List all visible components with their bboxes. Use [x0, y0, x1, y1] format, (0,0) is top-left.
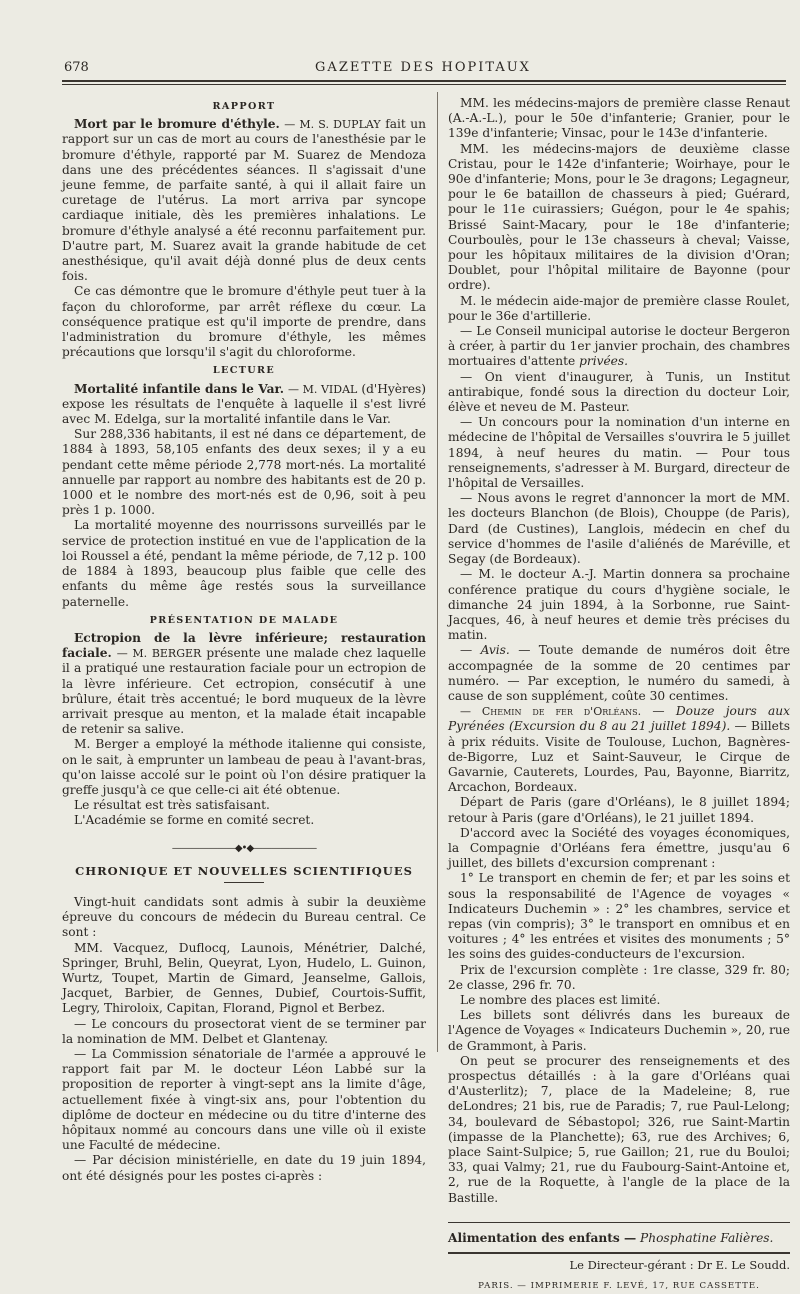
section-title-presentation: PRÉSENTATION DE MALADE [149, 614, 339, 626]
lecture-paragraph-3: La mortalité moyenne des nourrissons surveillés par le service de protection institué en vue de l'application de la loi Roussel a été, pendant la même période, de 7,12 p. 100 de 1884 à 1893, beaucoup plus faible que celle des enfants du même âge restés sous la surveillance paternelle. [62, 518, 426, 609]
right-italic-4: privées. [579, 354, 629, 369]
avis-label: — Avis. [460, 643, 510, 658]
right-paragraph-11: Départ de Paris (gare d'Orléans), le 8 juillet 1894; retour à Paris (gare d'Orléans), le 21 juillet 1894. [448, 795, 790, 825]
right-text-4: — Le Conseil municipal autorise le docteur Bergeron à créer, à partir du 1er janvier prochain, des chambres mortuaires d'attente [448, 324, 790, 369]
lecture-text-1: (d'Hyères) expose les résultats de l'enquête à laquelle il s'est livré avec M. Edelga, sur la mortalité infantile dans le Var. [62, 381, 427, 427]
advert-line [448, 1231, 790, 1246]
presentation-lead: Ectropion de la lèvre inférieure; restauration faciale. [62, 630, 426, 661]
chronique-paragraph-4: — La Commission sénatoriale de l'armée a approuvé le rapport fait par M. le docteur Léon Labbé sur la proposition de reporter à vingt-sept ans la limite d'âge, actuellement fixée à vingt-six ans, pour l'obtention du diplôme de docteur en médecine ou du titre d'interne des hôpitaux nommé au concours dans une ville où il existe une Faculté de médecine. [62, 1046, 426, 1153]
right-paragraph-3: M. le médecin aide-major de première classe Roulet, pour le 36e d'artillerie. [448, 293, 790, 323]
right-paragraph-7: — Nous avons le regret d'annoncer la mort de MM. les docteurs Blanchon (de Blois), Chouppe (de Paris), Dard (de Custines), Langlois, médecin en chef du service d'hommes de l'asile d'aliénés de Maréville, et Segay (de Bordeaux). [448, 491, 790, 567]
rapport-lead: Mort par le bromure d'éthyle. [74, 117, 280, 132]
header-rule [62, 80, 786, 85]
right-paragraph-17: On peut se procurer des renseignements et des prospectus détaillés : à la gare d'Orléans quai d'Austerlitz); 7, place de la Madeleine; 8, rue deLondres; 21 bis, rue de Paradis; 7, rue Paul-Lelong; 34, boulevard de Sébastopol; 326, rue Saint-Martin (impasse de la Planchette); 63, rue des Archives; 6, place Saint-Sulpice; 5, rue Gaillon; 21, rue du Bouloi; 33, quai Valmy; 21, rue du Faubourg-Saint-Antoine et, 2, rue de la Roquette, à l'angle de la place de la Bastille. [448, 1053, 790, 1205]
page-header [64, 60, 782, 80]
advert-italic: Phosphatine Falières. [640, 1230, 774, 1245]
rapport-author: — M. S. DUPLAY [284, 118, 381, 132]
right-paragraph-2: MM. les médecins-majors de deuxième classe Cristau, pour le 142e d'infanterie; Woirhaye, pour le 90e d'infanterie; Mons, pour le 3e dragons; Legagneur, pour le 6e bataillon de chasseurs à pied; Guérard, pour le 11e cuirassiers; Guégon, pour le 4e spahis; Brissé Saint-Macary, pour le 18e d'infanterie; Courboulès, pour le 13e chasseurs à cheval; Vaisse, pour les hôpitaux militaires de la division d'Oran; Doublet, pour l'hôpital militaire de Bayonne (pour ordre). [448, 141, 790, 293]
chronique-paragraph-1: Vingt-huit candidats sont admis à subir la deuxième épreuve du concours de médecin du Bureau central. Ce sont : [62, 894, 426, 940]
presentation-author: — M. BERGER [116, 647, 202, 661]
rapport-paragraph-2: Ce cas démontre que le bromure d'éthyle peut tuer à la façon du chloroforme, par arrêt réflexe du cœur. La conséquence pratique est qu'il importe de prendre, dans l'administration du bromure d'éthyle, les mêmes précautions que lorsqu'il s'agit du chloroforme. [62, 284, 426, 360]
right-column [448, 96, 790, 1294]
chronique-paragraph-5: — Par décision ministérielle, en date du 19 juin 1894, ont été désignés pour les postes ci-après : [62, 1153, 426, 1183]
presentation-paragraph-4: L'Académie se forme en comité secret. [74, 813, 315, 828]
avis-text: — Toute demande de numéros doit être accompagnée de la somme de 20 centimes par numéro. — Par exception, le numéro du samedi, à cause de son supplément, coûte 30 centimes. [448, 643, 790, 703]
rapport-paragraph-1 [62, 117, 426, 284]
page-number: 678 [64, 60, 89, 75]
right-paragraph-16: Les billets sont délivrés dans les bureaux de l'Agence de Voyages « Indicateurs Duchemin », 20, rue de Grammont, à Paris. [448, 1008, 790, 1053]
directeur-gerant: Le Directeur-gérant : Dr E. Le Soudd. [569, 1258, 790, 1273]
advert-lead: Alimentation des enfants — [448, 1230, 637, 1245]
right-paragraph-6: — Un concours pour la nomination d'un interne en médecine de l'hôpital de Versailles s'ouvrira le 5 juillet 1894, à neuf heures du matin. — Pour tous renseignements, s'adresser à M. Burgard, directeur de l'hôpital de Versailles. [448, 415, 790, 491]
running-title: GAZETTE DES HOPITAUX [315, 60, 531, 75]
presentation-text-1: présente une malade chez laquelle il a pratiqué une restauration faciale pour un ectropion de la lèvre inférieure. Cet ectropion, consécutif à une brûlure, était très accentué; le bord muqueux de la lèvre arrivait presque au menton, et la malade était incapable de retenir sa salive. [62, 646, 426, 737]
right-paragraph-14: Prix de l'excursion complète : 1re classe, 329 fr. 80; 2e classe, 296 fr. 70. [448, 962, 790, 992]
left-column [62, 96, 426, 1184]
right-paragraph-10 [448, 704, 790, 795]
right-paragraph-1: MM. les médecins-majors de première classe Renaut (A.-A.-L.), pour le 50e d'infanterie; Granier, pour le 139e d'infanterie; Vinsac, pour le 143e d'infanterie. [448, 96, 790, 141]
chronique-paragraph-2: MM. Vacquez, Duflocq, Launois, Ménétrier, Dalché, Springer, Bruhl, Belin, Queyrat, Lyon, Hudelo, L. Guinon, Wurtz, Toupet, Martin de Gimard, Jeanselme, Gallois, Jacquet, Barbier, de Gennes, Dubief, Courtois-Suffit, Legry, Thiroloix, Capitan, Florand, Pignol et Berbez. [62, 940, 426, 1016]
right-paragraph-4 [448, 324, 790, 370]
imprimerie-line: PARIS. — IMPRIMERIE F. LEVÉ, 17, RUE CASSETTE. [478, 1281, 760, 1292]
footer-rule [448, 1252, 790, 1254]
short-rule [224, 882, 264, 883]
section-title-lecture: LECTURE [212, 365, 276, 377]
right-paragraph-15: Le nombre des places est limité. [460, 992, 661, 1007]
right-paragraph-8: — M. le docteur A.-J. Martin donnera sa prochaine conférence pratique du cours d'hygiène sociale, le dimanche 24 juin 1894, à la Sorbonne, rue Saint-Jacques, 46, à neuf heures et demie très précises du matin. [448, 567, 790, 643]
advert-rule [448, 1222, 790, 1223]
chronique-paragraph-3: — Le concours du prosectorat vient de se terminer par la nomination de MM. Delbet et Glantenay. [62, 1016, 426, 1046]
ornament-divider: ———————◆•◆——————— [171, 842, 317, 854]
presentation-paragraph-3: Le résultat est très satisfaisant. [74, 798, 270, 813]
rapport-text-1: fait un rapport sur un cas de mort au cours de l'anesthésie par le bromure d'éthyle, rapporté par M. Suarez de Mendoza dans une des précédentes séances. Il s'agissait d'une jeune femme, de parfaite santé, à qui il allait faire un curetage de l'utérus. La mort arriva par syncope cardiaque initiale, dès les premières inhalations. Le bromure d'éthyle analysé a été reconnu parfaitement pur. D'autre part, M. Suarez avait la grande habitude de cet anesthésique, qu'il avait déjà donné plus de deux cents fois. [62, 117, 426, 284]
section-title-chronique: CHRONIQUE ET NOUVELLES SCIENTIFIQUES [75, 863, 413, 878]
column-divider [437, 92, 438, 1052]
right-paragraph-12: D'accord avec la Société des voyages économiques, la Compagnie d'Orléans fera émettre, jusqu'au 6 juillet, des billets d'excursion comprenant : [448, 825, 790, 871]
lecture-paragraph-2: Sur 288,336 habitants, il est né dans ce département, de 1884 à 1893, 58,105 enfants des deux sexes; il y a eu pendant cette même période 2,778 mort-nés. La mortalité annuelle par rapport au nombre des habitants est de 20 p. 1000 et le nombre des mort-nés est de 0,96, soit à peu près 1 p. 1000. [62, 427, 426, 518]
presentation-paragraph-1 [62, 631, 426, 737]
presentation-paragraph-2: M. Berger a employé la méthode italienne qui consiste, on le sait, à emprunter un lambeau de peau à l'avant-bras, qu'on laisse accolé sur le point où l'on désire pratiquer la greffe jusqu'à ce que celle-ci ait été obtenue. [62, 737, 426, 797]
right-paragraph-5: — On vient d'inaugurer, à Tunis, un Institut antirabique, fondé sous la direction du docteur Loir, élève et neveu de M. Pasteur. [448, 369, 790, 415]
chemin-de-fer-text: — Billets à prix réduits. Visite de Toulouse, Luchon, Bagnères-de-Bigorre, Luz et Saint-Sauveur, le Cirque de Gavarnie, Cauterets, Lourdes, Pau, Bayonne, Biarritz, Arcachon, Bordeaux. [448, 719, 790, 795]
chemin-de-fer-label: — Chemin de fer d'Orléans. [460, 705, 642, 719]
lecture-lead: Mortalité infantile dans le Var. [74, 381, 285, 396]
chemin-de-fer-italic: — Douze jours aux Pyrénées (Excursion du 8 au 21 juillet 1894). [448, 704, 791, 734]
right-paragraph-9 [448, 643, 790, 704]
lecture-paragraph-1 [62, 382, 426, 428]
section-title-rapport: RAPPORT [212, 101, 276, 112]
lecture-author: — M. VIDAL [288, 382, 358, 396]
right-paragraph-13: 1° Le transport en chemin de fer; et par les soins et sous la responsabilité de l'Agence de voyages « Indicateurs Duchemin » : 2° les chambres, service et repas (vin compris); 3° le transport en omnibus et en voitures ; 4° les entrées et visites des monuments ; 5° les soins des guides-conducteurs de l'excursion. [448, 871, 790, 962]
